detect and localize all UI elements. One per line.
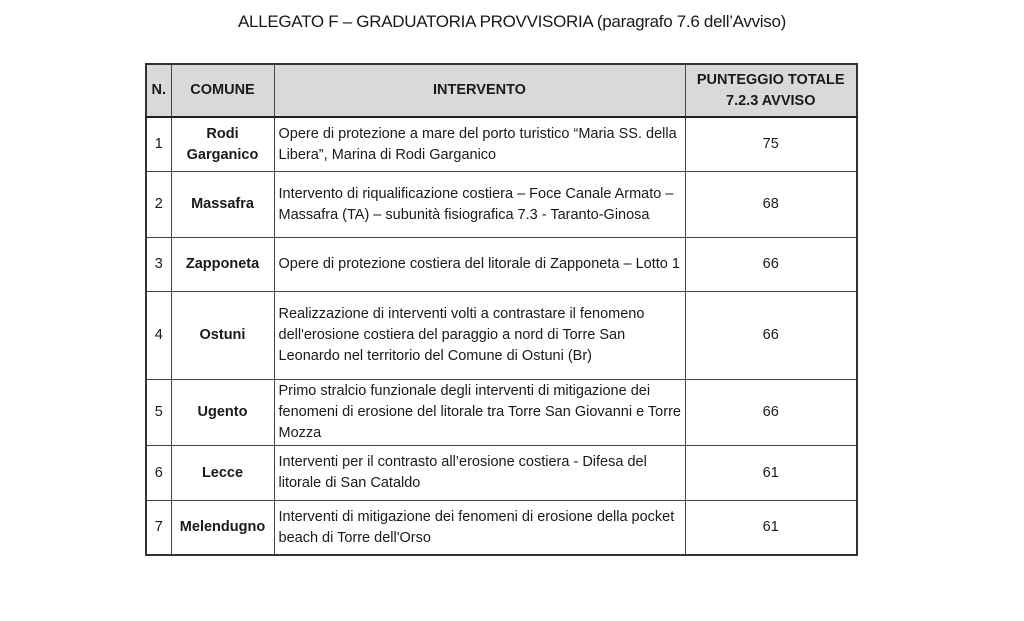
ranking-table (145, 63, 858, 556)
row-intervento: Intervento di riqualificazione costiera – Foce Canale Armato – Massafra (TA) – subunità fisiografica 7.3 - Taranto-Ginosa (274, 172, 685, 238)
row-intervento: Interventi di mitigazione dei fenomeni di erosione della pocket beach di Torre dell'Orso (274, 501, 685, 556)
header-comune: COMUNE (171, 64, 274, 117)
row-intervento: Opere di protezione a mare del porto turistico “Maria SS. della Libera”, Marina di Rodi Garganico (274, 117, 685, 172)
row-comune-line2: Garganico (186, 146, 259, 163)
row-intervento: Realizzazione di interventi volti a contrastare il fenomeno dell'erosione costiera del paraggio a nord di Torre San Leonardo nel territorio del Comune di Ostuni (Br) (274, 292, 685, 380)
header-intervento: INTERVENTO (274, 64, 685, 117)
row-number: 1 (146, 117, 171, 172)
row-punteggio: 66 (685, 292, 857, 380)
table-row (146, 172, 857, 238)
row-comune: Ostuni (171, 292, 274, 380)
table-row (146, 380, 857, 446)
table-row (146, 292, 857, 380)
header-punteggio (685, 64, 857, 117)
document-title: ALLEGATO F – GRADUATORIA PROVVISORIA (paragrafo 7.6 dell’Avviso) (238, 12, 786, 31)
row-comune (171, 117, 274, 172)
header-punteggio-line1: PUNTEGGIO TOTALE (696, 71, 845, 88)
row-intervento: Primo stralcio funzionale degli interventi di mitigazione dei fenomeni di erosione del litorale tra Torre San Giovanni e Torre Mozza (274, 380, 685, 446)
row-number: 5 (146, 380, 171, 446)
row-punteggio: 61 (685, 446, 857, 501)
row-comune: Ugento (171, 380, 274, 446)
row-number: 7 (146, 501, 171, 556)
row-number: 3 (146, 238, 171, 292)
row-intervento: Interventi per il contrasto all’erosione costiera - Difesa del litorale di San Cataldo (274, 446, 685, 501)
row-number: 4 (146, 292, 171, 380)
row-punteggio: 66 (685, 380, 857, 446)
row-comune: Zapponeta (171, 238, 274, 292)
table-row (146, 117, 857, 172)
row-punteggio: 66 (685, 238, 857, 292)
row-punteggio: 61 (685, 501, 857, 556)
row-comune-line1: Rodi (206, 125, 239, 142)
row-number: 6 (146, 446, 171, 501)
table-row (146, 501, 857, 556)
row-punteggio: 75 (685, 117, 857, 172)
row-intervento: Opere di protezione costiera del litorale di Zapponeta – Lotto 1 (274, 238, 685, 292)
row-punteggio: 68 (685, 172, 857, 238)
row-comune: Massafra (171, 172, 274, 238)
header-num: N. (146, 64, 171, 117)
table-row (146, 238, 857, 292)
row-comune: Melendugno (171, 501, 274, 556)
row-number: 2 (146, 172, 171, 238)
row-comune: Lecce (171, 446, 274, 501)
header-punteggio-line2: 7.2.3 AVVISO (726, 92, 816, 109)
table-header-row (146, 64, 857, 117)
table-row (146, 446, 857, 501)
